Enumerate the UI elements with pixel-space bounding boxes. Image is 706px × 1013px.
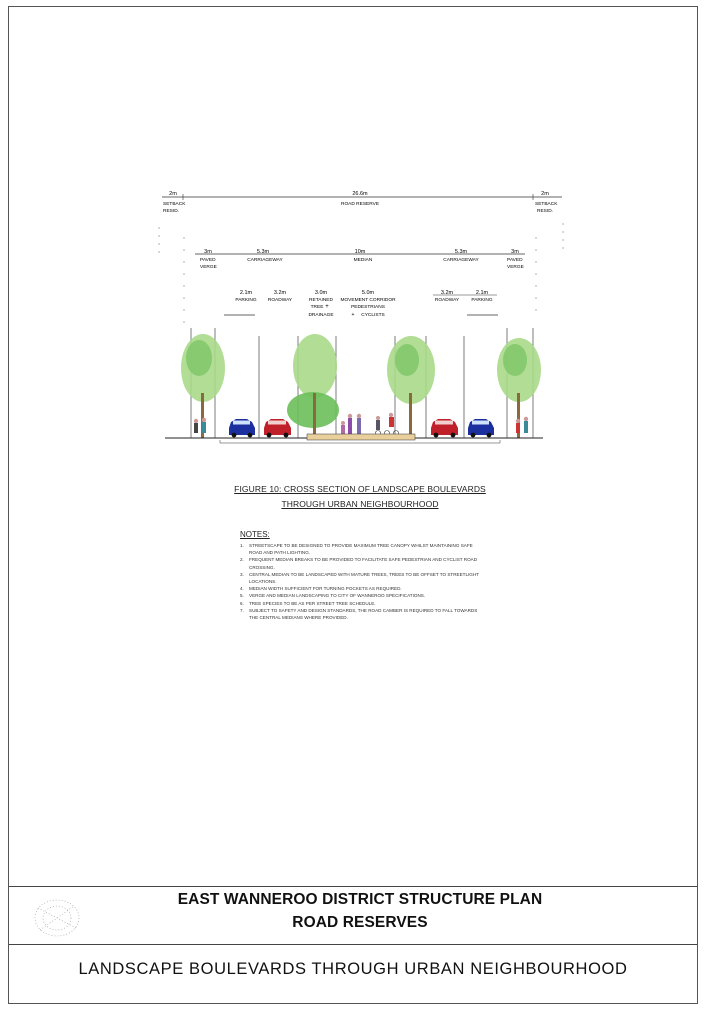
- road-reserve-label: ROAD RESERVE: [340, 202, 380, 207]
- setback-left-label: SETBACK: [163, 202, 186, 207]
- title-block-line2: ROAD RESERVES: [292, 914, 428, 931]
- note-number: 2.: [240, 557, 244, 563]
- paved-left-label: PAVED: [200, 258, 216, 263]
- plus-sign-2: +: [351, 312, 355, 318]
- pedestrians-median: [341, 413, 399, 436]
- cross-section-svg: [155, 188, 575, 450]
- note-text: TREE SPECIES TO BE AS PER STREET TREE SCHEDULE.: [249, 600, 376, 606]
- note-text: FREQUENT MEDIAN BREAKS TO BE PROVIDED TO FACILITATE SAFE PEDESTRIAN AND CYCLIST ROAD CROSSING.: [249, 557, 478, 570]
- title-block-top-divider: [9, 886, 697, 887]
- pedestrians-left: [194, 418, 206, 433]
- movement-corridor-dim: 5.0m: [361, 290, 375, 296]
- note-text: STREETSCAPE TO BE DESIGNED TO PROVIDE MAXIMUM TREE CANOPY WHILST MAINTAINING SAFE ROAD AND PATH LIGHTING.: [249, 543, 473, 556]
- parking-right-label: PARKING: [471, 298, 493, 303]
- roadway-left-label: ROADWAY: [267, 298, 293, 303]
- note-text: SUBJECT TO SAFETY AND DESIGN STANDARDS, THE ROAD CAMBER IS REQUIRED TO FALL TOWARDS THE CENTRAL MEDIANS WHERE PROVIDED.: [249, 607, 478, 621]
- note-item: [240, 600, 480, 607]
- parking-left-label: PARKING: [235, 298, 257, 303]
- notes-list: [240, 542, 480, 621]
- movement-corridor-label: MOVEMENT CORRIDOR: [340, 298, 396, 303]
- note-item: [240, 592, 480, 599]
- tree-median-right: [387, 336, 435, 438]
- car-red-left: [264, 419, 291, 437]
- car-blue-left: [229, 419, 255, 437]
- roadway-right-dim: 3.2m: [440, 290, 454, 296]
- parking-left-dim: 2.1m: [239, 290, 253, 296]
- title-block-line1: EAST WANNEROO DISTRICT STRUCTURE PLAN: [177, 891, 543, 908]
- tree-label: TREE: [310, 305, 324, 310]
- note-text: CENTRAL MEDIAN TO BE LANDSCAPED WITH MATURE TREES, TREES TO BE OFFSET TO STREETLIGHT LOCATIONS.: [249, 571, 479, 585]
- city-logo: [30, 896, 84, 942]
- car-red-right: [431, 419, 458, 437]
- title-block-bottom-divider: [9, 944, 697, 945]
- cross-section-diagram: [155, 188, 575, 450]
- carriageway-right-label: CARRIAGEWAY: [443, 258, 479, 263]
- verge-right-label: VERGE: [507, 265, 524, 270]
- verge-right-dim: 3m: [511, 249, 519, 255]
- median-dim: 10m: [354, 249, 366, 255]
- note-number: 4.: [240, 586, 244, 592]
- carriageway-right-dim: 5.3m: [454, 249, 468, 255]
- carriageway-left-dim: 5.3m: [256, 249, 270, 255]
- figure-caption-line2: THROUGH URBAN NEIGHBOURHOOD: [281, 499, 439, 509]
- verge-left-dim: 3m: [204, 249, 212, 255]
- retained-tree-dim: 3.0m: [314, 290, 328, 296]
- drainage-label: DRAINAGE: [308, 313, 334, 318]
- median-label: MEDIAN: [353, 258, 373, 263]
- resid-right-label: RESID.: [537, 209, 553, 214]
- note-item: [240, 571, 480, 585]
- setback-right-dim: 2m: [541, 191, 549, 197]
- verge-left-label: VERGE: [200, 265, 217, 270]
- note-item: [240, 585, 480, 592]
- setback-right-label: SETBACK: [535, 202, 558, 207]
- note-number: 3.: [240, 571, 244, 577]
- median-path: [307, 434, 415, 440]
- carriageway-left-label: CARRIAGEWAY: [247, 258, 283, 263]
- road-reserve-dim: 26.6m: [352, 191, 368, 197]
- tree-median-left: [287, 334, 339, 438]
- sheet-title: LANDSCAPE BOULEVARDS THROUGH URBAN NEIGHBOURHOOD: [78, 960, 628, 978]
- paved-right-label: PAVED: [507, 258, 523, 263]
- note-text: MEDIAN WIDTH SUFFICIENT FOR TURNING POCKETS AS REQUIRED.: [249, 586, 402, 592]
- pedestrians-label: PEDESTRIANS: [351, 305, 385, 310]
- note-item: [240, 607, 480, 621]
- figure-caption-line1: FIGURE 10: CROSS SECTION OF LANDSCAPE BOULEVARDS: [234, 484, 486, 494]
- note-item: [240, 542, 480, 556]
- note-number: 5.: [240, 593, 244, 599]
- cyclists-label: CYCLISTS: [361, 313, 385, 318]
- note-number: 1.: [240, 543, 244, 548]
- resid-left-label: RESID.: [163, 209, 179, 214]
- roadway-right-label: ROADWAY: [434, 298, 460, 303]
- note-text: VERGE AND MEDIAN LANDSCAPING TO CITY OF WANNEROO SPECIFICATIONS.: [249, 593, 426, 599]
- note-number: 7.: [240, 607, 244, 613]
- note-item: [240, 556, 480, 570]
- roadway-left-dim: 3.2m: [273, 290, 287, 296]
- plus-sign: +: [325, 304, 329, 310]
- setback-left-dim: 2m: [169, 191, 177, 197]
- car-blue-right: [468, 419, 494, 437]
- pedestrians-right: [516, 417, 528, 433]
- notes-title: NOTES:: [240, 530, 270, 539]
- parking-right-dim: 2.1m: [475, 290, 489, 296]
- retained-label: RETAINED: [309, 298, 333, 303]
- note-number: 6.: [240, 600, 244, 606]
